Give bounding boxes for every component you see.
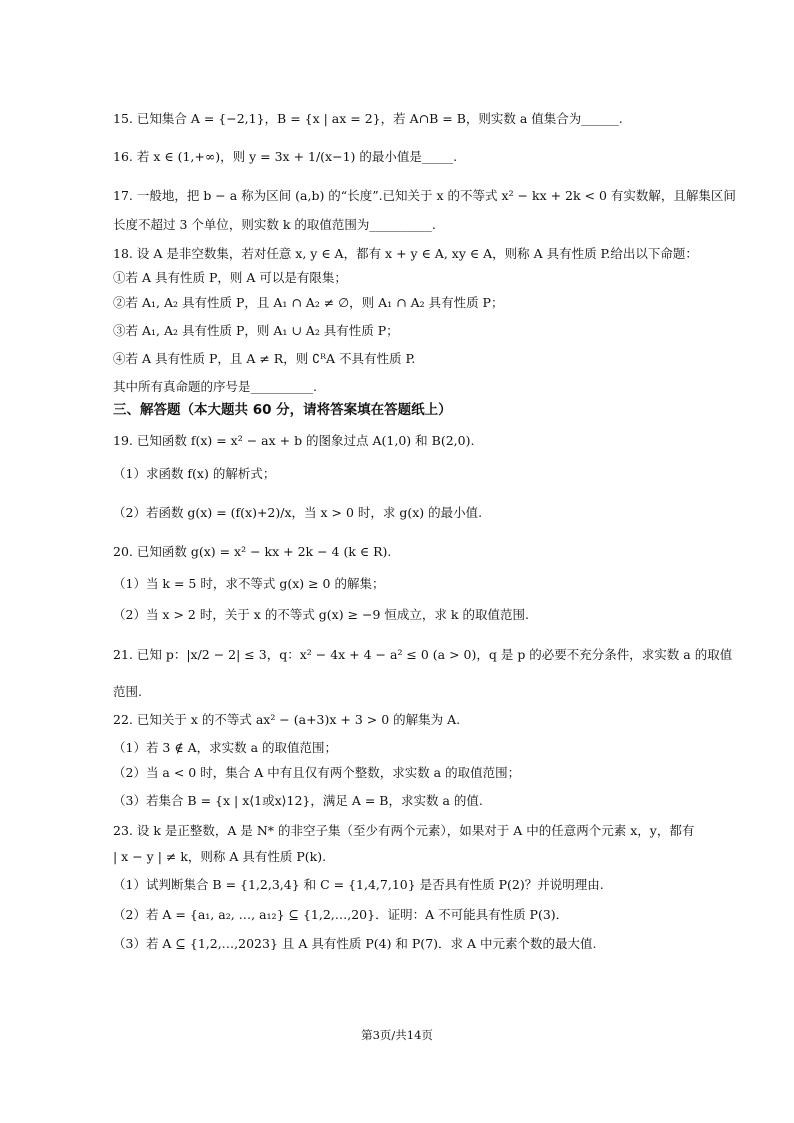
proposition-1: ①若 A 具有性质 P，则 A 可以是有限集；	[113, 270, 347, 285]
question-20-part-1: （1）当 k = 5 时，求不等式 g(x) ≥ 0 的解集；	[113, 576, 385, 591]
section-heading: 三、解答题（本大题共 60 分，请将答案填在答题纸上）	[113, 402, 452, 418]
question-21-cont: 范围.	[113, 684, 142, 699]
question-23-part-3: （3）若 A ⊆ {1,2,…,2023} 且 A 具有性质 P(4) 和 P(7)．求 A 中元素个数的最大值.	[113, 936, 597, 951]
proposition-4: ④若 A 具有性质 P，且 A ≠ R，则 ∁ᴿA 不具有性质 P.	[113, 351, 416, 366]
question-22: 22. 已知关于 x 的不等式 ax² − (a+3)x + 3 > 0 的解集为 A.	[113, 712, 461, 727]
question-15: 15. 已知集合 A = {−2,1}，B = {x | ax = 2}，若 A∩B = B，则实数 a 值集合为______.	[113, 111, 623, 126]
question-18-ask: 其中所有真命题的序号是__________.	[113, 379, 317, 394]
question-22-part-1: （1）若 3 ∉ A，求实数 a 的取值范围；	[113, 740, 338, 755]
question-17-cont: 长度不超过 3 个单位，则实数 k 的取值范围为__________.	[113, 217, 436, 232]
question-17: 17. 一般地，把 b − a 称为区间 (a,b) 的“长度”.已知关于 x 的不等式 x² − kx + 2k < 0 有实数解，且解集区间	[113, 188, 736, 203]
question-23-part-1: （1）试判断集合 B = {1,2,3,4} 和 C = {1,4,7,10} 是否具有性质 P(2)？并说明理由.	[113, 877, 604, 892]
proposition-2: ②若 A₁, A₂ 具有性质 P，且 A₁ ∩ A₂ ≠ ∅，则 A₁ ∩ A₂ 具有性质 P；	[113, 295, 504, 310]
page-footer: 第3页/共14页	[361, 1028, 433, 1042]
question-23-cont: | x − y | ≠ k，则称 A 具有性质 P(k).	[113, 849, 327, 864]
proposition-3: ③若 A₁, A₂ 具有性质 P，则 A₁ ∪ A₂ 具有性质 P；	[113, 323, 399, 338]
question-21: 21. 已知 p：|x/2 − 2| ≤ 3，q：x² − 4x + 4 − a² ≤ 0 (a > 0)，q 是 p 的必要不充分条件，求实数 a 的取值	[113, 647, 733, 662]
question-20: 20. 已知函数 g(x) = x² − kx + 2k − 4 (k ∈ R).	[113, 544, 392, 559]
question-19: 19. 已知函数 f(x) = x² − ax + b 的图象过点 A(1,0) 和 B(2,0).	[113, 433, 475, 448]
question-23: 23. 设 k 是正整数，A 是 N* 的非空子集（至少有两个元素），如果对于 A 中的任意两个元素 x，y，都有	[113, 823, 695, 838]
question-19-part-2: （2）若函数 g(x) = (f(x)+2)/x，当 x > 0 时，求 g(x) 的最小值.	[113, 505, 483, 520]
question-18: 18. 设 A 是非空数集，若对任意 x, y ∈ A，都有 x + y ∈ A, xy ∈ A，则称 A 具有性质 P.给出以下命题：	[113, 246, 698, 261]
question-23-part-2: （2）若 A = {a₁, a₂, …, a₁₂} ⊆ {1,2,…,20}．证明：A 不可能具有性质 P(3)．	[113, 907, 569, 922]
question-22-part-3: （3）若集合 B = {x | x⟨1或x⟩12}，满足 A = B，求实数 a 的值.	[113, 793, 483, 808]
question-22-part-2: （2）当 a < 0 时，集合 A 中有且仅有两个整数，求实数 a 的取值范围；	[113, 765, 521, 780]
question-20-part-2: （2）当 x > 2 时，关于 x 的不等式 g(x) ≥ −9 恒成立，求 k 的取值范围.	[113, 607, 529, 622]
question-16: 16. 若 x ∈ (1,+∞)，则 y = 3x + 1/(x−1) 的最小值是_____.	[113, 149, 458, 164]
question-19-part-1: （1）求函数 f(x) 的解析式；	[113, 466, 276, 481]
